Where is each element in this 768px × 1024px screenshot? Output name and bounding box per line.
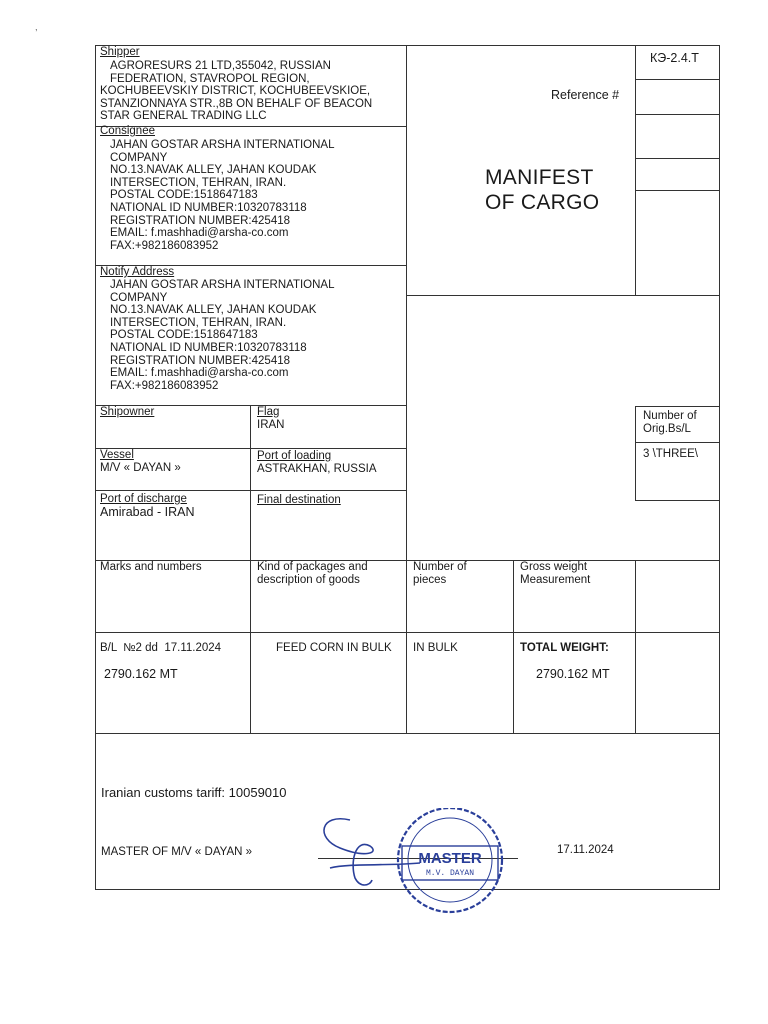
grid-line xyxy=(406,295,720,296)
stamp-text-bottom: M.V. DAYAN xyxy=(425,869,475,878)
shipper-line: STAR GENERAL TRADING LLC xyxy=(100,110,267,123)
total-weight-value: 2790.162 MT xyxy=(536,667,610,681)
grid-line xyxy=(95,448,406,449)
manifest-title-line2: OF CARGO xyxy=(485,191,600,214)
vessel-label: Vessel xyxy=(100,449,134,461)
reference-label: Reference # xyxy=(551,88,620,102)
grid-line xyxy=(513,560,514,733)
pieces-header-line2: pieces xyxy=(413,574,447,586)
port-loading-value: ASTRAKHAN, RUSSIA xyxy=(257,463,377,475)
grid-line xyxy=(635,560,636,733)
consignee-line: COMPANY xyxy=(110,151,168,164)
scan-speck: , xyxy=(35,22,38,32)
master-label: MASTER OF M/V « DAYAN » xyxy=(101,846,253,858)
shipper-line: AGRORESURS 21 LTD,355042, RUSSIAN xyxy=(110,60,331,72)
grid-line xyxy=(635,190,720,191)
notify-address xyxy=(110,279,335,392)
grid-line xyxy=(635,500,720,501)
manifest-title: MANIFEST xyxy=(485,166,594,189)
shipper-line: FEDERATION, STAVROPOL REGION, xyxy=(110,72,310,85)
notify-label: Notify Address xyxy=(100,266,175,278)
signature-stroke xyxy=(330,863,420,868)
notify-line: JAHAN GOSTAR ARSHA INTERNATIONAL xyxy=(110,279,335,291)
notify-line: REGISTRATION NUMBER:425418 xyxy=(110,354,291,367)
final-destination-label: Final destination xyxy=(257,494,341,506)
shipper-label: Shipper xyxy=(100,46,140,58)
marks-header: Marks and numbers xyxy=(100,561,202,573)
notify-line: NATIONAL ID NUMBER:10320783118 xyxy=(110,341,307,354)
consignee-line: POSTAL CODE:1518647183 xyxy=(110,189,258,202)
consignee-line: NO.13.NAVAK ALLEY, JAHAN KOUDAK xyxy=(110,164,317,177)
notify-line: INTERSECTION, TEHRAN, IRAN. xyxy=(110,316,287,329)
total-weight-label: TOTAL WEIGHT: xyxy=(520,642,609,654)
orig-bl-label-line2: Orig.Bs/L xyxy=(643,423,691,435)
grid-line xyxy=(406,45,407,733)
consignee-line: FAX:+982186083952 xyxy=(110,239,219,252)
consignee-line: EMAIL: f.mashhadi@arsha-co.com xyxy=(110,227,289,240)
grid-line xyxy=(635,114,720,115)
stamp-text-top: MASTER xyxy=(418,850,482,867)
grid-line xyxy=(95,490,406,491)
grid-line xyxy=(635,442,720,443)
grid-line xyxy=(635,158,720,159)
goods-description: FEED CORN IN BULK xyxy=(276,642,392,654)
port-loading-label: Port of loading xyxy=(257,450,332,462)
notify-line: POSTAL CODE:1518647183 xyxy=(110,329,258,342)
notify-line: FAX:+982186083952 xyxy=(110,379,219,392)
consignee-line: REGISTRATION NUMBER:425418 xyxy=(110,214,291,227)
customs-tariff: Iranian customs tariff: 10059010 xyxy=(101,785,287,800)
grid-line xyxy=(635,406,720,407)
shipper-line: KOCHUBEEVSKIY DISTRICT, KOCHUBEEVSKIOE, xyxy=(100,85,371,98)
consignee-line: INTERSECTION, TEHRAN, IRAN. xyxy=(110,176,287,189)
grid-line xyxy=(250,405,251,733)
notify-line: EMAIL: f.mashhadi@arsha-co.com xyxy=(110,367,289,380)
grid-line xyxy=(95,733,720,734)
kind-header: Kind of packages and xyxy=(257,561,368,573)
consignee-address xyxy=(110,139,335,252)
signature-stroke xyxy=(324,819,373,885)
port-discharge-label: Port of discharge xyxy=(100,493,187,505)
port-discharge-value: Amirabad - IRAN xyxy=(100,505,195,519)
consignee-label: Consignee xyxy=(100,125,155,137)
weight-left: 2790.162 MT xyxy=(104,667,178,681)
orig-bl-label: Number of xyxy=(643,410,697,422)
sign-date: 17.11.2024 xyxy=(557,844,614,856)
flag-value: IRAN xyxy=(257,419,285,431)
gross-header-line2: Measurement xyxy=(520,574,591,586)
pieces-header: Number of xyxy=(413,561,467,573)
orig-bl-value: 3 \THREE\ xyxy=(643,448,698,460)
grid-line xyxy=(95,632,720,633)
notify-line: COMPANY xyxy=(110,291,168,304)
master-stamp-icon xyxy=(310,808,520,918)
grid-line xyxy=(635,406,636,500)
kind-header-line2: description of goods xyxy=(257,574,360,586)
pieces-value: IN BULK xyxy=(413,642,458,654)
vessel-value: M/V « DAYAN » xyxy=(100,462,181,474)
grid-line xyxy=(635,79,720,80)
consignee-line: NATIONAL ID NUMBER:10320783118 xyxy=(110,201,307,214)
consignee-line: JAHAN GOSTAR ARSHA INTERNATIONAL xyxy=(110,139,335,151)
notify-line: NO.13.NAVAK ALLEY, JAHAN KOUDAK xyxy=(110,304,317,317)
gross-header: Gross weight xyxy=(520,561,588,573)
shipowner-label: Shipowner xyxy=(100,406,155,418)
flag-label: Flag xyxy=(257,406,280,418)
doc-code: КЭ-2.4.Т xyxy=(650,51,699,65)
grid-line xyxy=(635,45,636,295)
bl-number: B/L №2 dd 17.11.2024 xyxy=(100,642,222,654)
shipper-address xyxy=(100,60,372,123)
shipper-line: STANZIONNAYA STR.,8B ON BEHALF OF BEACON xyxy=(100,97,373,110)
